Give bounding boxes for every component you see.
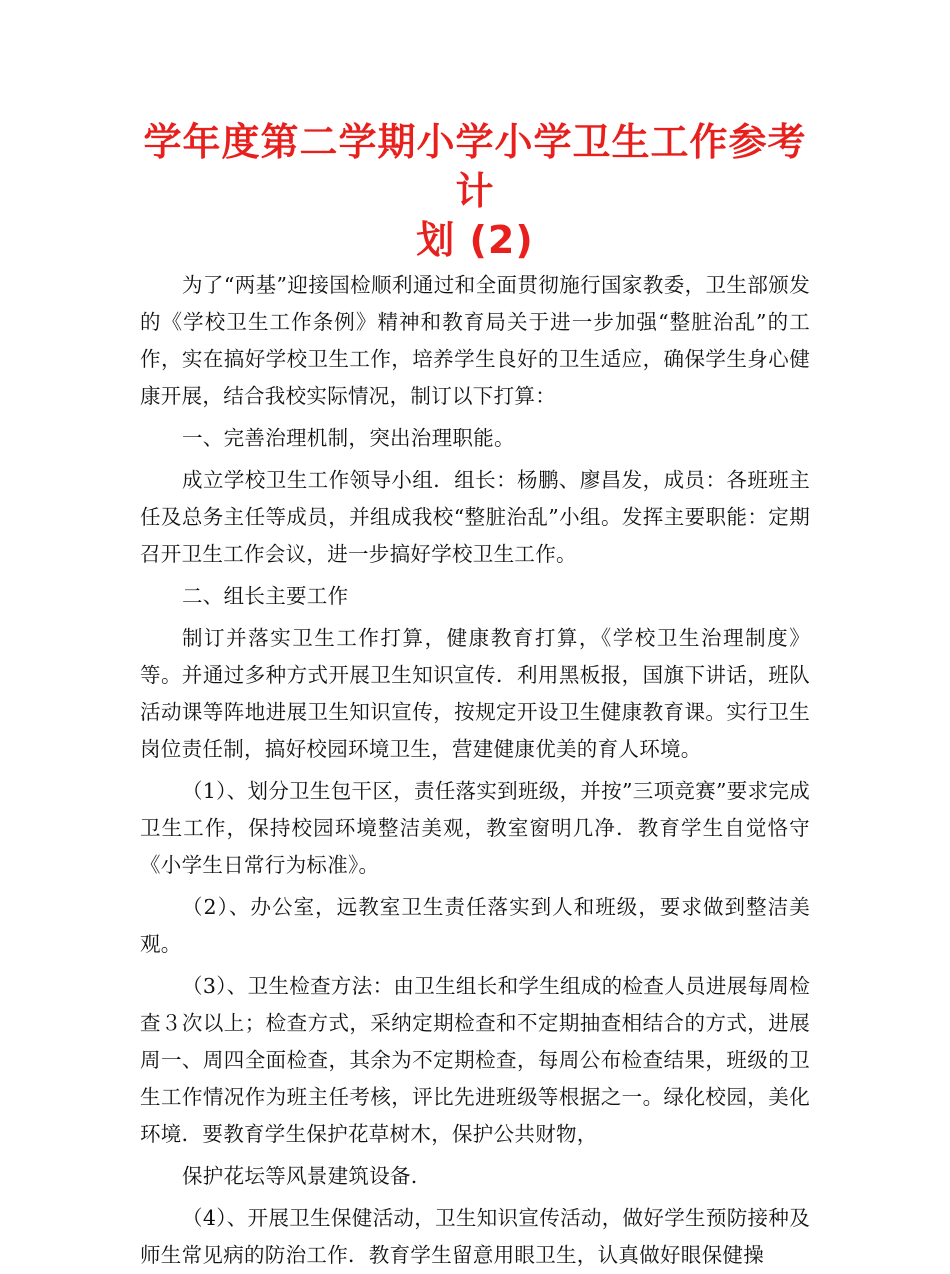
paragraph-section-2-heading: 二、组长主要工作 <box>182 584 349 608</box>
paragraph-intro: 为了“两基”迎接国检顺利通过和全面贯彻施行国家教委，卫生部颁发的《学校卫生工作条例》精神和教育局关于进一步加强“整脏治乱”的工作，实在搞好学校卫生工作，培养学生良好的卫生适应，确保学生身心健康开展，结合我校实际情况，制订以下打算： <box>140 273 810 408</box>
document-body <box>140 267 810 1274</box>
document-title <box>140 118 810 265</box>
title-line-2: 划 (2) <box>416 218 534 262</box>
paragraph-work-plan: 制订并落实卫生工作打算，健康教育打算，《学校卫生治理制度》等。并通过多种方式开展卫生知识宣传．利用黑板报，国旗下讲话，班队活动课等阵地进展卫生知识宣传，按规定开设卫生健康教育课。实行卫生岗位责任制，搞好校园环境卫生，营建健康优美的育人环境。 <box>140 626 810 761</box>
paragraph-item-2: （2）、办公室，远教室卫生责任落实到人和班级，要求做到整洁美观。 <box>140 895 810 956</box>
paragraph-section-1-heading: 一、完善治理机制，突出治理职能。 <box>182 426 515 450</box>
title-line-1: 学年度第二学期小学小学卫生工作参考计 <box>143 120 807 213</box>
paragraph-item-1: （1）、划分卫生包干区，责任落实到班级，并按”三项竞赛”要求完成卫生工作，保持校园环境整洁美观，教室窗明几净．教育学生自觉恪守《小学生日常行为标准》。 <box>140 779 810 877</box>
paragraph-item-4: （4）、开展卫生保健活动，卫生知识宣传活动，做好学生预防接种及师生常见病的防治工作．教育学生留意用眼卫生，认真做好眼保健操 <box>140 1206 810 1267</box>
paragraph-item-3: （3）、卫生检查方法：由卫生组长和学生组成的检查人员进展每周检查３次以上；检查方式，采纳定期检查和不定期抽查相结合的方式，进展周一、周四全面检查，其余为不定期检查，每周公布检查结果，班级的卫生工作情况作为班主任考核，评比先进班级等根据之一。绿化校园，美化环境．要教育学生保护花草树木，保护公共财物， <box>140 974 810 1146</box>
paragraph-leadership-group: 成立学校卫生工作领导小组．组长：杨鹏、廖昌发，成员：各班班主任及总务主任等成员，并组成我校“整脏治乱”小组。发挥主要职能：定期召开卫生工作会议，进一步搞好学校卫生工作。 <box>140 468 810 566</box>
paragraph-item-3-continued: 保护花坛等风景建筑设备. <box>182 1164 418 1188</box>
